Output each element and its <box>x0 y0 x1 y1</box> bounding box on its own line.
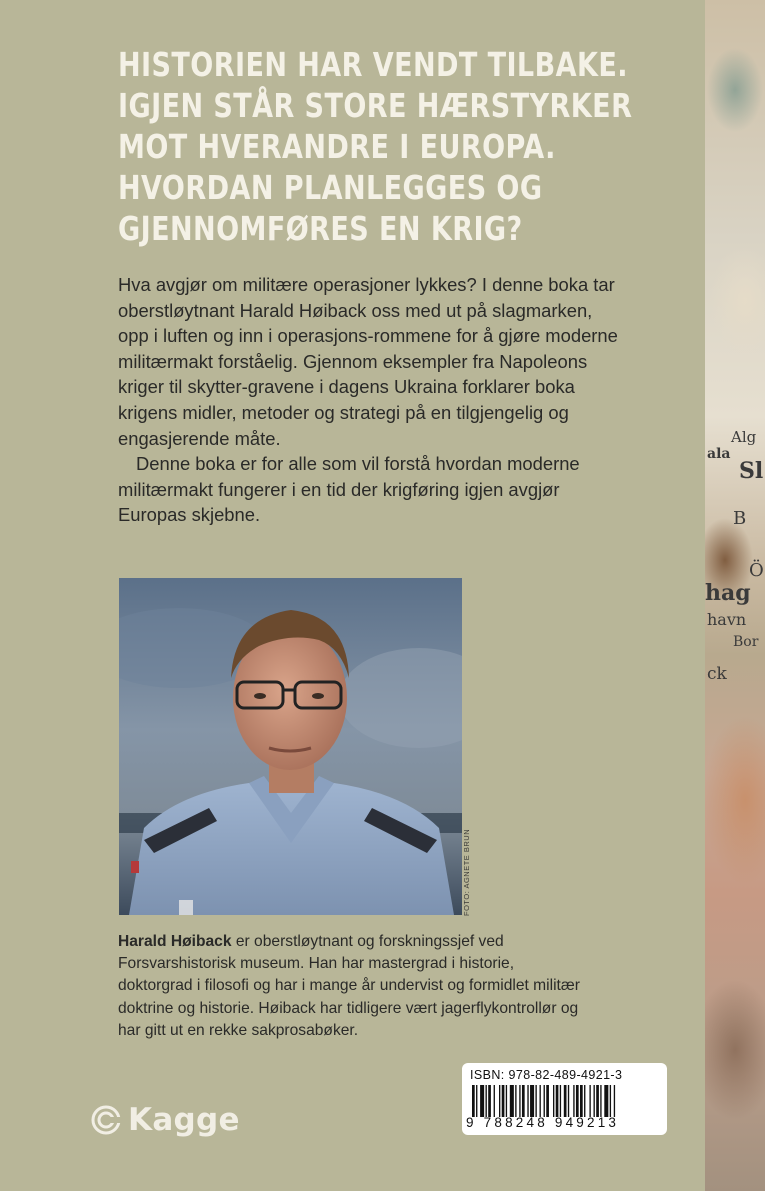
publisher-logo <box>90 1098 240 1142</box>
barcode-bar <box>594 1085 595 1117</box>
barcode-bar <box>527 1085 528 1117</box>
barcode-bar <box>610 1085 611 1117</box>
barcode-bar <box>546 1085 549 1117</box>
headline-line: GJENNOMFØRES EN KRIG? <box>118 209 523 248</box>
description-paragraph-2: Denne boka er for alle som vil forstå hvordan moderne militærmakt fungerer i en tid der krigføring igjen avgjør Europas skjebne. <box>118 453 580 526</box>
barcode-bar <box>476 1085 477 1117</box>
barcode-bar <box>556 1085 559 1117</box>
photo-credit <box>462 816 482 916</box>
map-label: ala <box>707 446 731 462</box>
map-label: B <box>733 508 747 529</box>
barcode-bar <box>530 1085 534 1117</box>
headline-line: HISTORIEN HAR VENDT TILBAKE. <box>118 45 628 84</box>
barcode-bar <box>564 1085 567 1117</box>
barcode-bar <box>580 1085 583 1117</box>
map-label: havn <box>707 610 747 629</box>
barcode-bar <box>535 1085 536 1117</box>
barcode-bar <box>472 1085 475 1117</box>
map-label: Sl <box>739 458 764 484</box>
map-label: Ö <box>749 560 764 581</box>
headline <box>118 44 633 249</box>
description-paragraph-1: Hva avgjør om militære operasjoner lykkes? I denne boka tar oberstløytnant Harald Høiback oss med ut på slagmarken, opp i luften og inn i operasjons-rommene for å gjøre moderne militærmakt forståelig. Gjennom eksempler fra Napoleons kriger til skytter-gravene i dagens Ukraina forklarer boka krigens midler, metoder og strategi på en tilgjengelig og engasjerende måte. <box>118 274 618 449</box>
barcode-bar <box>544 1085 545 1117</box>
barcode-bar <box>560 1085 561 1117</box>
photo-credit-text: FOTO: AGNETE BRUN <box>462 828 471 916</box>
barcode-digits: 9 788248 949213 <box>466 1115 620 1130</box>
barcode-bar <box>488 1085 491 1117</box>
map-label: hag <box>705 580 751 606</box>
barcode-bar <box>486 1085 487 1117</box>
barcode-bar <box>506 1085 507 1117</box>
map-label: ck <box>707 664 727 684</box>
barcode-bar <box>604 1085 608 1117</box>
barcode-bar <box>553 1085 554 1117</box>
barcode-bar <box>576 1085 579 1117</box>
barcode-bar <box>480 1085 484 1117</box>
barcode-bar <box>510 1085 514 1117</box>
author-name: Harald Høiback <box>118 933 232 950</box>
barcode-bar <box>596 1085 599 1117</box>
barcode-bar <box>584 1085 585 1117</box>
map-label: Alg <box>731 428 757 446</box>
publisher-name: Kagge <box>128 1102 240 1138</box>
kagge-logo-icon <box>90 1104 122 1136</box>
isbn-label: ISBN: 978-82-489-4921-3 <box>470 1068 623 1082</box>
barcode-bar <box>522 1085 525 1117</box>
barcode-bar <box>600 1085 601 1117</box>
author-photo <box>119 578 462 915</box>
barcode-bar <box>589 1085 590 1117</box>
barcode-bar <box>494 1085 495 1117</box>
barcode-bar <box>573 1085 574 1117</box>
author-bio-text: er oberstløytnant og forskningssjef ved Forsvarshistorisk museum. Han har mastergrad i historie, doktorgrad i filosofi og har i mange år undervist og formidlet militær doktrine og historie. Høiback har tidligere vært jagerflykontrollør og har gitt ut en rekke sakprosabøker. <box>118 933 580 1039</box>
barcode-bar <box>540 1085 541 1117</box>
map-strip <box>705 0 765 1191</box>
headline-line: IGJEN STÅR STORE HÆRSTYRKER <box>118 86 633 125</box>
author-portrait-image <box>119 578 462 915</box>
barcode-icon <box>472 1085 657 1117</box>
isbn-barcode <box>462 1063 667 1135</box>
barcode-bar <box>568 1085 569 1117</box>
author-bio <box>118 931 588 1042</box>
headline-line: HVORDAN PLANLEGGES OG <box>118 168 543 207</box>
headline-line: MOT HVERANDRE I EUROPA. <box>118 127 556 166</box>
book-description <box>118 272 618 528</box>
map-label: Bor <box>733 634 759 650</box>
barcode-bar <box>614 1085 615 1117</box>
barcode-bar <box>502 1085 505 1117</box>
barcode-bar <box>519 1085 520 1117</box>
barcode-bar <box>499 1085 500 1117</box>
barcode-bar <box>515 1085 516 1117</box>
